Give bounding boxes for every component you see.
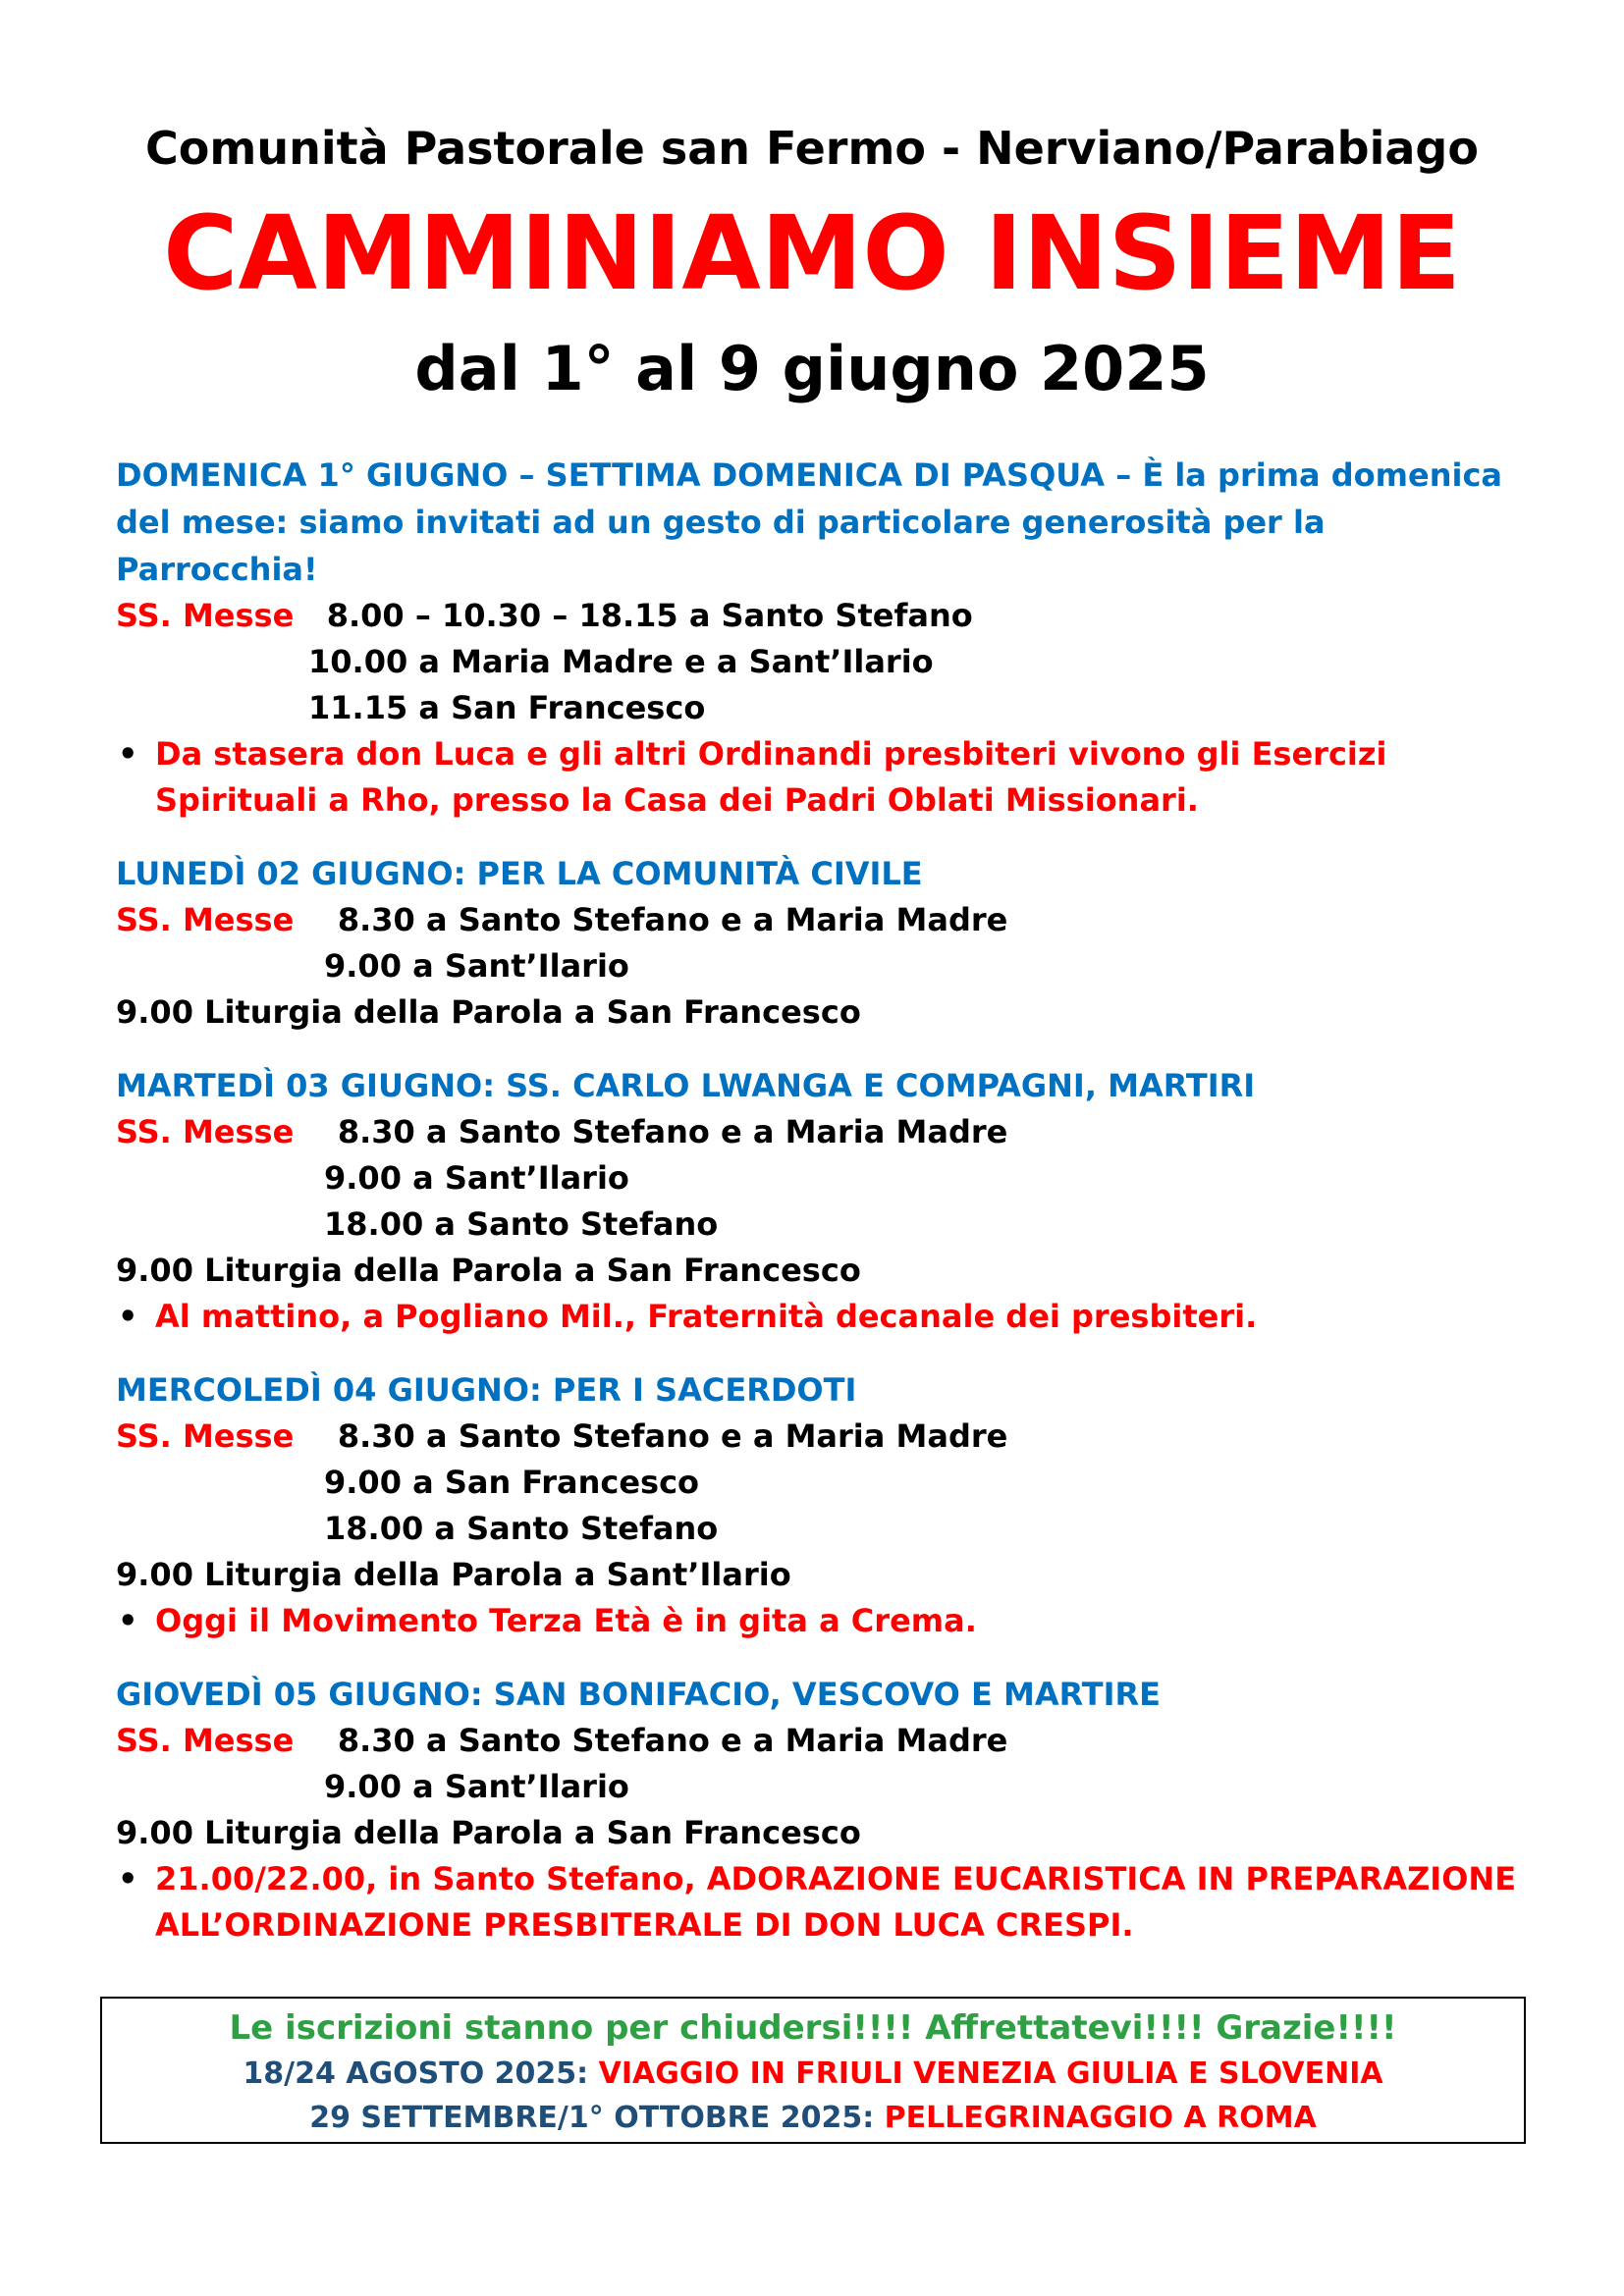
day-heading-lunedi: LUNEDÌ 02 GIUGNO: PER LA COMUNITÀ CIVILE: [116, 855, 923, 892]
note-text-line-2: ALL’ORDINAZIONE PRESBITERALE DI DON LUCA CRESPI.: [155, 1906, 1134, 1944]
day-section-domenica: [116, 452, 1526, 824]
mass-line: [116, 593, 1526, 639]
day-heading-martedi: MARTEDÌ 03 GIUGNO: SS. CARLO LWANGA E COMPAGNI, MARTIRI: [116, 1067, 1256, 1104]
day-heading-domenica: DOMENICA 1° GIUGNO – SETTIMA DOMENICA DI PASQUA – È la prima domenica del mese: siamo invitati ad un gesto di particolare generosità per la Parrocchia!: [116, 456, 1503, 588]
liturgy-line: 9.00 Liturgia della Parola a San Francesco: [116, 1252, 861, 1289]
day-section-lunedi: [116, 850, 1526, 1036]
mass-time: 8.30 a Santo Stefano e a Maria Madre: [337, 1113, 1008, 1150]
note-item: [116, 1856, 1526, 1949]
mass-line: 11.15 a San Francesco: [308, 689, 706, 726]
mass-line: 18.00 a Santo Stefano: [324, 1205, 719, 1243]
mass-time: 8.30 a Santo Stefano e a Maria Madre: [337, 1417, 1008, 1455]
mass-line: 9.00 a Sant’Ilario: [324, 947, 629, 985]
note-item: [116, 1294, 1526, 1340]
trip-name: VIAGGIO IN FRIULI VENEZIA GIULIA E SLOVENIA: [598, 2056, 1383, 2091]
mass-line: [116, 897, 1526, 943]
community-name: Comunità Pastorale san Fermo - Nerviano/Parabiago: [145, 122, 1479, 175]
liturgy-line: 9.00 Liturgia della Parola a San Francesco: [116, 1814, 861, 1851]
bullet-icon: •: [118, 1298, 138, 1335]
bullet-icon: •: [118, 1860, 138, 1897]
mass-line: [116, 1414, 1526, 1460]
mass-label: SS. Messe: [116, 597, 295, 634]
mass-line: 9.00 a San Francesco: [324, 1464, 700, 1501]
liturgy-line: 9.00 Liturgia della Parola a San Francesco: [116, 993, 861, 1031]
mass-line: 18.00 a Santo Stefano: [324, 1510, 719, 1547]
trip-line: [102, 2052, 1524, 2096]
mass-time: 8.30 a Santo Stefano e a Maria Madre: [337, 901, 1008, 938]
trip-line: [102, 2096, 1524, 2140]
schedule: [116, 452, 1526, 1949]
mass-label: SS. Messe: [116, 901, 295, 938]
note-item: [116, 1598, 1526, 1644]
trip-name: PELLEGRINAGGIO A ROMA: [884, 2101, 1317, 2135]
bullet-icon: •: [118, 1602, 138, 1639]
day-section-martedi: [116, 1062, 1526, 1340]
mass-label: SS. Messe: [116, 1417, 295, 1455]
trips-notice-box: [100, 1997, 1526, 2144]
trip-date: 29 SETTEMBRE/1° OTTOBRE 2025:: [309, 2101, 875, 2135]
mass-time: 8.00 – 10.30 – 18.15 a Santo Stefano: [326, 597, 973, 634]
note-text: Oggi il Movimento Terza Età è in gita a Crema.: [155, 1602, 977, 1639]
bulletin-title: CAMMINIAMO INSIEME: [163, 193, 1461, 313]
mass-label: SS. Messe: [116, 1722, 295, 1759]
mass-label: SS. Messe: [116, 1113, 295, 1150]
trip-date: 18/24 AGOSTO 2025:: [243, 2056, 589, 2091]
liturgy-line: 9.00 Liturgia della Parola a Sant’Ilario: [116, 1556, 791, 1593]
mass-time: 8.30 a Santo Stefano e a Maria Madre: [337, 1722, 1008, 1759]
mass-line: 10.00 a Maria Madre e a Sant’Ilario: [308, 643, 934, 680]
mass-line: 9.00 a Sant’Ilario: [324, 1159, 629, 1197]
mass-line: [116, 1109, 1526, 1155]
note-text: Da stasera don Luca e gli altri Ordinandi presbiteri vivono gli Esercizi Spirituali a Rho, presso la Casa dei Padri Oblati Missionari.: [155, 735, 1387, 819]
day-section-mercoledi: [116, 1366, 1526, 1644]
mass-line: 9.00 a Sant’Ilario: [324, 1768, 629, 1805]
registration-alert: Le iscrizioni stanno per chiudersi!!!! Affrettatevi!!!! Grazie!!!!: [229, 2008, 1397, 2048]
note-text-line-1: 21.00/22.00, in Santo Stefano, ADORAZIONE EUCARISTICA IN PREPARAZIONE: [155, 1860, 1517, 1897]
day-heading-mercoledi: MERCOLEDÌ 04 GIUGNO: PER I SACERDOTI: [116, 1371, 857, 1409]
note-item: [116, 731, 1526, 824]
date-range: dal 1° al 9 giugno 2025: [414, 333, 1210, 404]
day-section-giovedi: [116, 1671, 1526, 1949]
mass-line: [116, 1718, 1526, 1764]
bullet-icon: •: [118, 735, 138, 773]
note-text: Al mattino, a Pogliano Mil., Fraternità decanale dei presbiteri.: [155, 1298, 1258, 1335]
day-heading-giovedi: GIOVEDÌ 05 GIUGNO: SAN BONIFACIO, VESCOVO E MARTIRE: [116, 1676, 1162, 1713]
